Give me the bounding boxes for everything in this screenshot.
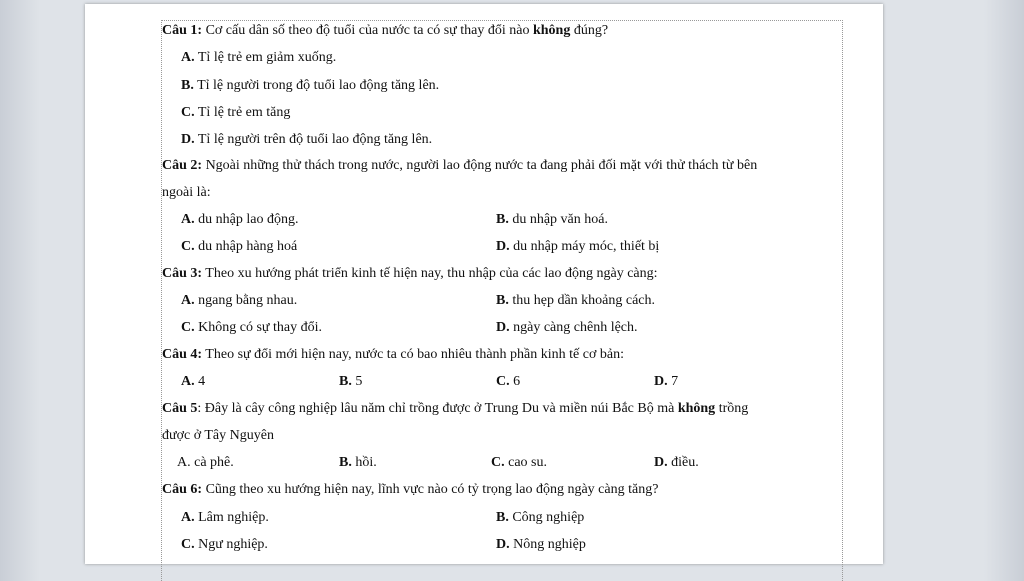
question-emphasis: không [677,401,716,416]
answer-text: Tỉ lệ trẻ em giảm xuống. [194,50,337,65]
question-label: Câu 1: [162,23,203,38]
answer-key: C. [181,105,195,120]
answer-key: A. [181,374,195,389]
question-4 [162,346,624,364]
question-1 [162,22,608,40]
answer-text: hồi. [351,455,377,470]
answer-3c [181,319,322,337]
answer-text: Ngư nghiệp. [194,537,268,552]
answer-text: Lâm nghiệp. [194,510,269,525]
answer-text: du nhập lao động. [194,212,299,227]
answer-key: A. [181,212,195,227]
answer-text: 6 [509,374,521,389]
answer-1d [181,131,432,149]
answer-text: Tỉ lệ người trong độ tuổi lao động tăng lên. [193,78,440,93]
answer-6a [181,509,269,527]
answer-key: B. [339,374,352,389]
answer-5a [177,454,234,472]
answer-key: B. [181,78,194,93]
answer-key: D. [496,537,510,552]
answer-2b [496,211,608,229]
answer-key: C. [181,537,195,552]
answer-key: D. [654,374,668,389]
answer-text: du nhập hàng hoá [194,239,298,254]
answer-text: Nông nghiệp [509,537,586,552]
question-2 [162,157,757,175]
answer-text: cao su. [504,455,548,470]
answer-key: B. [496,212,509,227]
answer-text: 5 [351,374,363,389]
answer-1c [181,104,290,122]
answer-key: A. [181,293,195,308]
question-text: Ngoài những thử thách trong nước, người lao động nước ta đang phải đối mặt với thử thách từ bên [202,158,758,173]
answer-2d [496,238,659,256]
question-text: ngoài là: [162,185,211,200]
answer-text: Không có sự thay đổi. [194,320,322,335]
answer-key: B. [496,510,509,525]
answer-3b [496,292,655,310]
answer-text: thu hẹp dần khoảng cách. [508,293,656,308]
answer-text: 7 [667,374,679,389]
answer-text: du nhập máy móc, thiết bị [509,239,660,254]
answer-key: C. [181,320,195,335]
question-label: Câu 6: [162,482,203,497]
answer-text: du nhập văn hoá. [508,212,608,227]
question-label: Câu 4: [162,347,203,362]
answer-text: Tỉ lệ trẻ em tăng [194,105,291,120]
answer-6c [181,536,268,554]
question-label: Câu 5 [162,401,198,416]
question-text: Theo sự đổi mới hiện nay, nước ta có bao nhiêu thành phần kinh tế cơ bản: [202,347,624,362]
answer-2c [181,238,297,256]
answer-text: Tỉ lệ người trên độ tuổi lao động tăng lên. [194,132,433,147]
answer-6d [496,536,586,554]
question-text: được ở Tây Nguyên [162,428,274,443]
answer-4b [339,373,362,391]
question-5 [162,400,748,418]
question-text: trồng [715,401,749,416]
answer-key: D. [496,320,510,335]
answer-5d [654,454,699,472]
answer-5c [491,454,547,472]
question-3 [162,265,658,283]
answer-3a [181,292,297,310]
answer-key: C. [181,239,195,254]
question-text: Cũng theo xu hướng hiện nay, lĩnh vực nào có tỷ trọng lao động ngày càng tăng? [202,482,659,497]
answer-key: C. [496,374,510,389]
question-text: đúng? [570,23,609,38]
question-text: Cơ cấu dân số theo độ tuổi của nước ta có sự thay đổi nào [202,23,533,38]
answer-1a [181,49,336,67]
answer-text: 4 [194,374,206,389]
question-label: Câu 2: [162,158,203,173]
question-5-line2 [162,427,274,445]
answer-2a [181,211,298,229]
answer-text: điều. [667,455,699,470]
answer-key: C. [491,455,505,470]
answer-key: D. [654,455,668,470]
answer-text: Công nghiệp [508,510,585,525]
question-2-line2 [162,184,211,202]
answer-key: A. [177,455,191,470]
question-label: Câu 3: [162,266,203,281]
answer-key: D. [496,239,510,254]
answer-key: A. [181,50,195,65]
answer-key: A. [181,510,195,525]
answer-key: B. [496,293,509,308]
answer-1b [181,77,439,95]
question-text: : Đây là cây công nghiệp lâu năm chỉ trồng được ở Trung Du và miền núi Bắc Bộ mà [197,401,678,416]
answer-text: ngày càng chênh lệch. [509,320,638,335]
question-6 [162,481,658,499]
answer-5b [339,454,377,472]
answer-text: cà phê. [190,455,234,470]
answer-6b [496,509,584,527]
answer-4a [181,373,205,391]
answer-key: B. [339,455,352,470]
answer-key: D. [181,132,195,147]
question-emphasis: không [532,23,571,38]
answer-3d [496,319,638,337]
question-text: Theo xu hướng phát triển kinh tế hiện nay, thu nhập của các lao động ngày càng: [202,266,658,281]
answer-4d [654,373,678,391]
answer-text: ngang bằng nhau. [194,293,298,308]
answer-4c [496,373,520,391]
